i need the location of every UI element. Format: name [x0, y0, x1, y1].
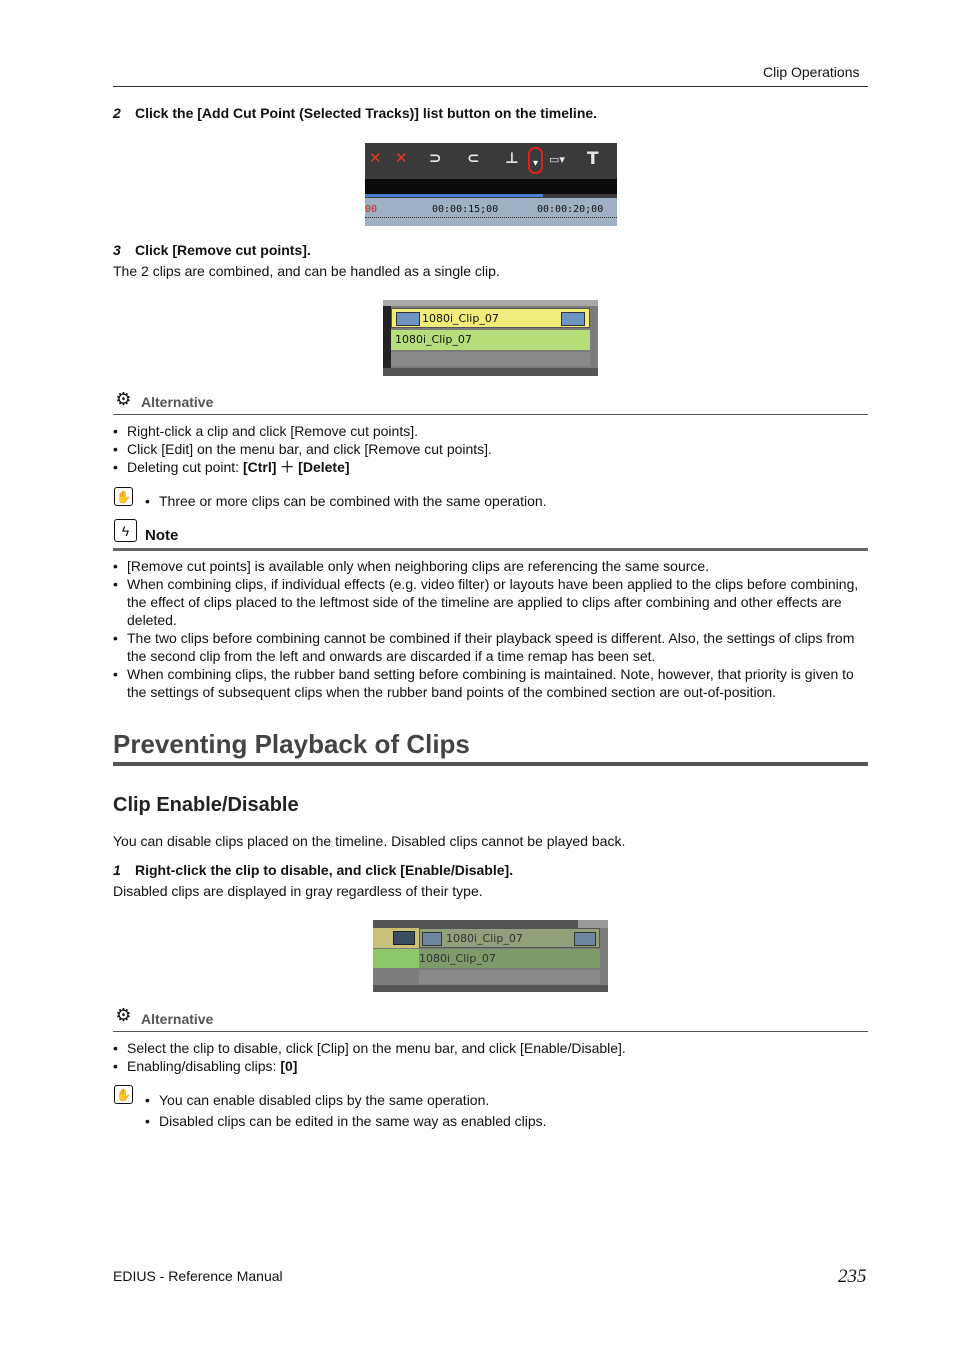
- list-item: • [Remove cut points] is available only when neighboring clips are referencing the same source.: [113, 557, 868, 575]
- shortcut-keys: [Ctrl] ＋ [Delete]: [242, 459, 350, 475]
- marker-icon[interactable]: ▭▾: [549, 153, 565, 166]
- track-top-bar: [383, 300, 598, 306]
- list-item: • When combining clips, if individual effects (e.g. video filter) or layouts have been applied to the clips before combining, the effect of clips placed to the leftmost side of the timeline are applied to clips after combining and other effects are deleted.: [113, 575, 868, 629]
- disabled-video-clip[interactable]: [419, 928, 600, 948]
- preceding-audio-clip[interactable]: [373, 949, 419, 968]
- tip-list: [145, 1090, 845, 1132]
- tip-list: [145, 492, 845, 510]
- clip-thumbnail-right: [574, 932, 596, 946]
- alternative-heading: Alternative: [141, 394, 214, 410]
- list-item: • The two clips before combining cannot be combined if their playback speed is different. Also, the settings of clips from the second clip from the left and onwards are discarded if a time remap has been set.: [113, 629, 868, 665]
- list-item: • Select the clip to disable, click [Clip] on the menu bar, and click [Enable/Disable].: [113, 1039, 868, 1057]
- audio-clip[interactable]: [391, 330, 590, 350]
- section-title: Preventing Playback of Clips: [113, 729, 470, 759]
- toolbar-screenshot: [365, 143, 617, 226]
- combined-clip-screenshot: [383, 300, 598, 376]
- shortcut-keys: [0]: [280, 1058, 298, 1074]
- gear-icon: ⚙: [115, 389, 132, 409]
- video-clip-label: 1080i_Clip_07: [422, 312, 499, 325]
- step-3-description: The 2 clips are combined, and can be handled as a single clip.: [113, 263, 500, 279]
- page-number: 235: [838, 1266, 867, 1287]
- ruler-timecode-20: 00:00:20;00: [537, 204, 604, 215]
- disabled-clip-screenshot: [373, 920, 608, 992]
- section-rule: [113, 762, 868, 766]
- list-item: • You can enable disabled clips by the same operation.: [145, 1090, 845, 1111]
- audio-clip-label: 1080i_Clip_07: [419, 952, 496, 965]
- shortcut-label: Enabling/disabling clips:: [127, 1058, 281, 1074]
- disabled-audio-clip[interactable]: [419, 949, 600, 968]
- note-rule: [113, 548, 868, 551]
- subsection-title: Clip Enable/Disable: [113, 794, 299, 816]
- step-3: [113, 242, 311, 258]
- step-text: Click the [Add Cut Point (Selected Tracks)] list button on the timeline.: [135, 105, 598, 121]
- list-item: [113, 1057, 868, 1075]
- step-text: Right-click the clip to disable, and click [Enable/Disable].: [135, 862, 514, 878]
- progress-line: [365, 194, 543, 197]
- step-number: 1: [113, 862, 121, 878]
- add-cut-point-list-button[interactable]: ▾: [528, 147, 543, 174]
- alternative-rule: [113, 1031, 868, 1032]
- audio-clip-label: 1080i_Clip_07: [395, 333, 472, 346]
- header-rule: [113, 86, 868, 87]
- hand-icon: ✋: [114, 487, 133, 506]
- alternative-list: [113, 422, 868, 476]
- clip-thumbnail: [393, 931, 415, 945]
- ripple-delete-icon[interactable]: ✕: [395, 149, 408, 167]
- delete-cut-icon[interactable]: ✕: [369, 149, 382, 167]
- ruler-ticks: [365, 217, 617, 222]
- clip-thumbnail-right: [561, 312, 585, 326]
- ruler-timecode-start: 00: [365, 204, 378, 215]
- title-icon[interactable]: T: [587, 149, 599, 169]
- step-1: [113, 862, 513, 878]
- undo-icon[interactable]: ⊃: [429, 149, 442, 167]
- video-clip-label: 1080i_Clip_07: [446, 932, 523, 945]
- hand-icon: ✋: [114, 1085, 133, 1104]
- running-header: Clip Operations: [763, 64, 860, 80]
- clip-thumbnail-left: [422, 932, 442, 946]
- footer-manual-title: EDIUS - Reference Manual: [113, 1268, 283, 1284]
- add-cut-point-icon[interactable]: ⊥: [505, 149, 519, 167]
- step-2: [113, 105, 597, 121]
- track-strip: [365, 179, 617, 194]
- redo-icon[interactable]: ⊂: [467, 149, 480, 167]
- preceding-video-clip[interactable]: [373, 928, 419, 948]
- track-header: [383, 306, 391, 370]
- note-list: [113, 557, 868, 701]
- list-item: • Three or more clips can be combined with the same operation.: [145, 492, 845, 510]
- empty-track: [391, 352, 590, 366]
- step-text: Click [Remove cut points].: [135, 242, 311, 258]
- ruler-timecode-15: 00:00:15;00: [432, 204, 499, 215]
- note-lightning-icon: ϟ: [114, 519, 137, 542]
- list-item: [113, 458, 868, 476]
- track-top-bar-end: [578, 920, 608, 928]
- list-item: • When combining clips, the rubber band setting before combining is maintained. Note, however, that priority is given to the settings of subsequent clips when the rubber band points of the combined section are out-of-position.: [113, 665, 868, 701]
- list-item: • Right-click a clip and click [Remove cut points].: [113, 422, 868, 440]
- track-top-bar: [373, 920, 608, 928]
- alternative-rule: [113, 414, 868, 415]
- video-clip[interactable]: [391, 308, 590, 328]
- gear-icon: ⚙: [115, 1005, 132, 1025]
- clip-thumbnail-left: [396, 312, 420, 326]
- list-item: • Disabled clips can be edited in the same way as enabled clips.: [145, 1111, 845, 1132]
- step-1-description: Disabled clips are displayed in gray regardless of their type.: [113, 883, 483, 899]
- track-bottom-bar: [373, 985, 608, 992]
- alternative-heading: Alternative: [141, 1011, 214, 1027]
- track-bottom-bar: [383, 368, 598, 376]
- empty-track: [419, 970, 600, 984]
- note-heading: Note: [145, 527, 179, 544]
- step-number: 3: [113, 242, 121, 258]
- step-number: 2: [113, 105, 121, 121]
- alternative-list: [113, 1039, 868, 1075]
- list-item: • Click [Edit] on the menu bar, and click [Remove cut points].: [113, 440, 868, 458]
- subsection-intro: You can disable clips placed on the timeline. Disabled clips cannot be played back.: [113, 833, 626, 849]
- timeline-ruler: [365, 198, 617, 226]
- shortcut-label: Deleting cut point:: [127, 459, 243, 475]
